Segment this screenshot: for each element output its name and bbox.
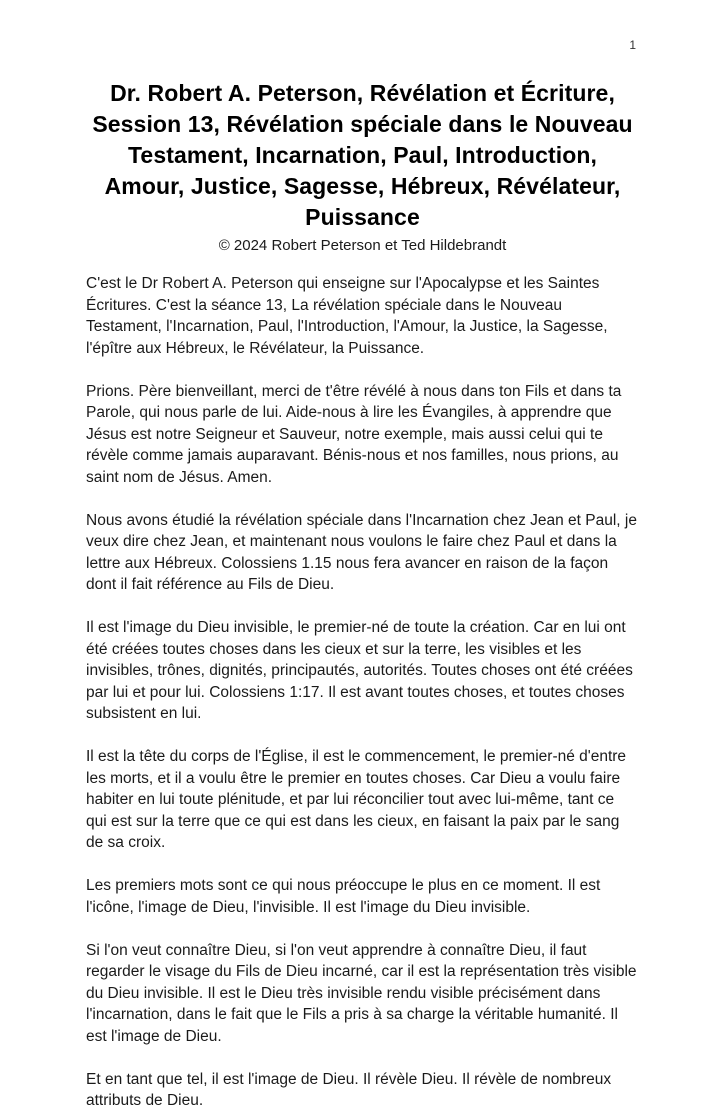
paragraph: Il est la tête du corps de l'Église, il est le commencement, le premier-né d'entre les morts, et il a voulu être le premier en toutes choses. Car Dieu a voulu faire habiter en lui toute plénitude, et par lui réconcilier tout avec lui-même, tant ce qui est sur la terre que ce qui est dans les cieux, en faisant la paix par le sang de sa croix. — [86, 748, 627, 851]
paragraph: Prions. Père bienveillant, merci de t'être révélé à nous dans ton Fils et dans ta Parole, qui nous parle de lui. Aide-nous à lire les Évangiles, à apprendre que Jésus est notre Seigneur et Sauveur, notre exemple, mais aussi celui qui te révèle comme jamais auparavant. Bénis-nous et nos familles, nous prions, au saint nom de Jésus. Amen. — [86, 382, 622, 486]
paragraph: Les premiers mots sont ce qui nous préoccupe le plus en ce moment. Il est l'icône, l'image de Dieu, l'invisible. Il est l'image du Dieu invisible. — [86, 877, 601, 916]
document-body — [86, 273, 639, 1112]
paragraph: Si l'on veut connaître Dieu, si l'on veut apprendre à connaître Dieu, il faut regarder le visage du Fils de Dieu incarné, car il est la représentation très visible du Dieu invisible. Il est le Dieu très invisible rendu visible précisément dans l'incarnation, dans le fait que le Fils a pris à sa charge la véritable humanité. Il est l'image de Dieu. — [86, 941, 637, 1045]
document-title: Dr. Robert A. Peterson, Révélation et Écriture, Session 13, Révélation spéciale dans le Nouveau Testament, Incarnation, Paul, Introduction, Amour, Justice, Sagesse, Hébreux, Révélateur, Puissance — [92, 80, 633, 230]
paragraph: C'est le Dr Robert A. Peterson qui enseigne sur l'Apocalypse et les Saintes Écritures. C'est la séance 13, La révélation spéciale dans le Nouveau Testament, l'Incarnation, Paul, l'Introduction, l'Amour, la Justice, la Sagesse, l'épître aux Hébreux, le Révélateur, la Puissance. — [86, 275, 608, 357]
paragraph: Et en tant que tel, il est l'image de Dieu. Il révèle Dieu. Il révèle de nombreux attributs de Dieu. — [86, 1070, 612, 1109]
copyright-line: © 2024 Robert Peterson et Ted Hildebrandt — [218, 237, 507, 254]
paragraph: Il est l'image du Dieu invisible, le premier-né de toute la création. Car en lui ont été créées toutes choses dans les cieux et sur la terre, les visibles et les invisibles, trônes, dignités, principautés, autorités. Toutes choses ont été créées par lui et pour lui. Colossiens 1:17. Il est avant toutes choses, et toutes choses subsistent en lui. — [86, 619, 633, 722]
paragraph: Nous avons étudié la révélation spéciale dans l'Incarnation chez Jean et Paul, je veux dire chez Jean, et maintenant nous voulons le faire chez Paul et dans la lettre aux Hébreux. Colossiens 1.15 nous fera avancer en raison de la façon dont il fait référence au Fils de Dieu. — [86, 511, 637, 593]
page-number: 1 — [629, 38, 636, 52]
